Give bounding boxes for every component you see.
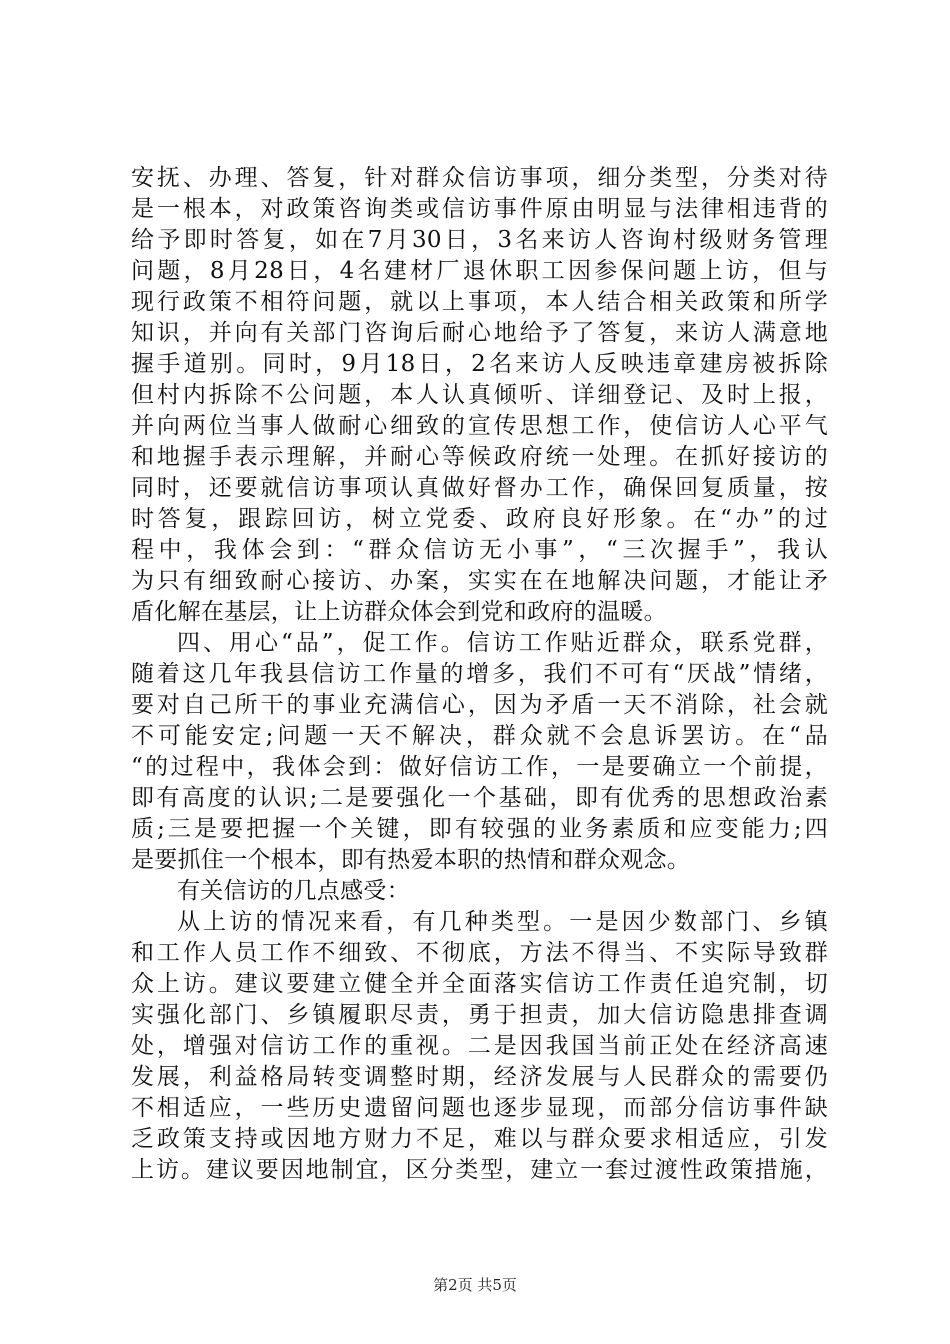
text-line: 盾化解在基层，让上访群众体会到党和政府的温暖。: [131, 599, 667, 625]
text-line: 给予即时答复，如在7月30日，3名来访人咨询村级财务管理: [131, 227, 828, 253]
text-line: 同时，还要就信访事项认真做好督办工作，确保回复质量，按: [131, 475, 828, 501]
paragraph-start-line: 四、用心“品”，促工作。信访工作贴近群众，联系党群，: [177, 630, 828, 656]
text-line: 问题，8月28日，4名建材厂退休职工因参保问题上访，但与: [131, 258, 828, 284]
text-line: 是一根本，对政策咨询类或信访事件原由明显与法律相违背的: [131, 196, 828, 222]
document-body: [131, 163, 828, 1186]
text-line: 知识，并向有关部门咨询后耐心地给予了答复，来访人满意地: [131, 320, 828, 346]
section-heading-line: 有关信访的几点感受：: [177, 878, 410, 904]
text-line: 安抚、办理、答复，针对群众信访事项，细分类型，分类对待: [131, 165, 828, 191]
paragraph-start-line: 从上访的情况来看，有几种类型。一是因少数部门、乡镇: [177, 909, 828, 935]
text-line: 程中，我体会到：“群众信访无小事”，“三次握手”，我认: [131, 537, 828, 563]
text-line: 随着这几年我县信访工作量的增多，我们不可有“厌战”情绪，: [131, 661, 828, 687]
text-line: 处，增强对信访工作的重视。二是因我国当前正处在经济高速: [131, 1033, 828, 1059]
text-line: 发展，利益格局转变调整时期，经济发展与人民群众的需要仍: [131, 1064, 828, 1090]
text-line: 为只有细致耐心接访、办案，实实在在地解决问题，才能让矛: [131, 568, 828, 594]
text-line: 上访。建议要因地制宜，区分类型，建立一套过渡性政策措施，: [131, 1157, 828, 1183]
text-line: 并向两位当事人做耐心细致的宣传思想工作，使信访人心平气: [131, 413, 828, 439]
text-line: 不可能安定;问题一天不解决，群众就不会息诉罢访。在“品: [131, 723, 828, 749]
text-line: 握手道别。同时，9月18日，2名来访人反映违章建房被拆除: [131, 351, 828, 377]
text-line: 是要抓住一个根本，即有热爱本职的热情和群众观念。: [131, 847, 691, 873]
text-line: “的过程中，我体会到：做好信访工作，一是要确立一个前提，: [131, 754, 828, 780]
text-line: 现行政策不相符问题，就以上事项，本人结合相关政策和所学: [131, 289, 828, 315]
text-line: 和工作人员工作不细致、不彻底，方法不得当、不实际导致群: [131, 940, 828, 966]
page-number-footer: 第2页 共5页: [433, 1276, 517, 1294]
text-line: 实强化部门、乡镇履职尽责，勇于担责，加大信访隐患排查调: [131, 1002, 828, 1028]
text-line: 众上访。建议要建立健全并全面落实信访工作责任追究制，切: [131, 971, 828, 997]
text-line: 但村内拆除不公问题，本人认真倾听、详细登记、及时上报，: [131, 382, 828, 408]
text-line: 质;三是要把握一个关键，即有较强的业务素质和应变能力;四: [131, 816, 828, 842]
text-line: 要对自己所干的事业充满信心，因为矛盾一天不消除，社会就: [131, 692, 828, 718]
text-line: 乏政策支持或因地方财力不足，难以与群众要求相适应，引发: [131, 1126, 828, 1152]
text-line: 不相适应，一些历史遗留问题也逐步显现，而部分信访事件缺: [131, 1095, 828, 1121]
text-line: 时答复，跟踪回访，树立党委、政府良好形象。在“办”的过: [131, 506, 828, 532]
text-line: 和地握手表示理解，并耐心等候政府统一处理。在抓好接访的: [131, 444, 828, 470]
text-line: 即有高度的认识;二是要强化一个基础，即有优秀的思想政治素: [131, 785, 828, 811]
